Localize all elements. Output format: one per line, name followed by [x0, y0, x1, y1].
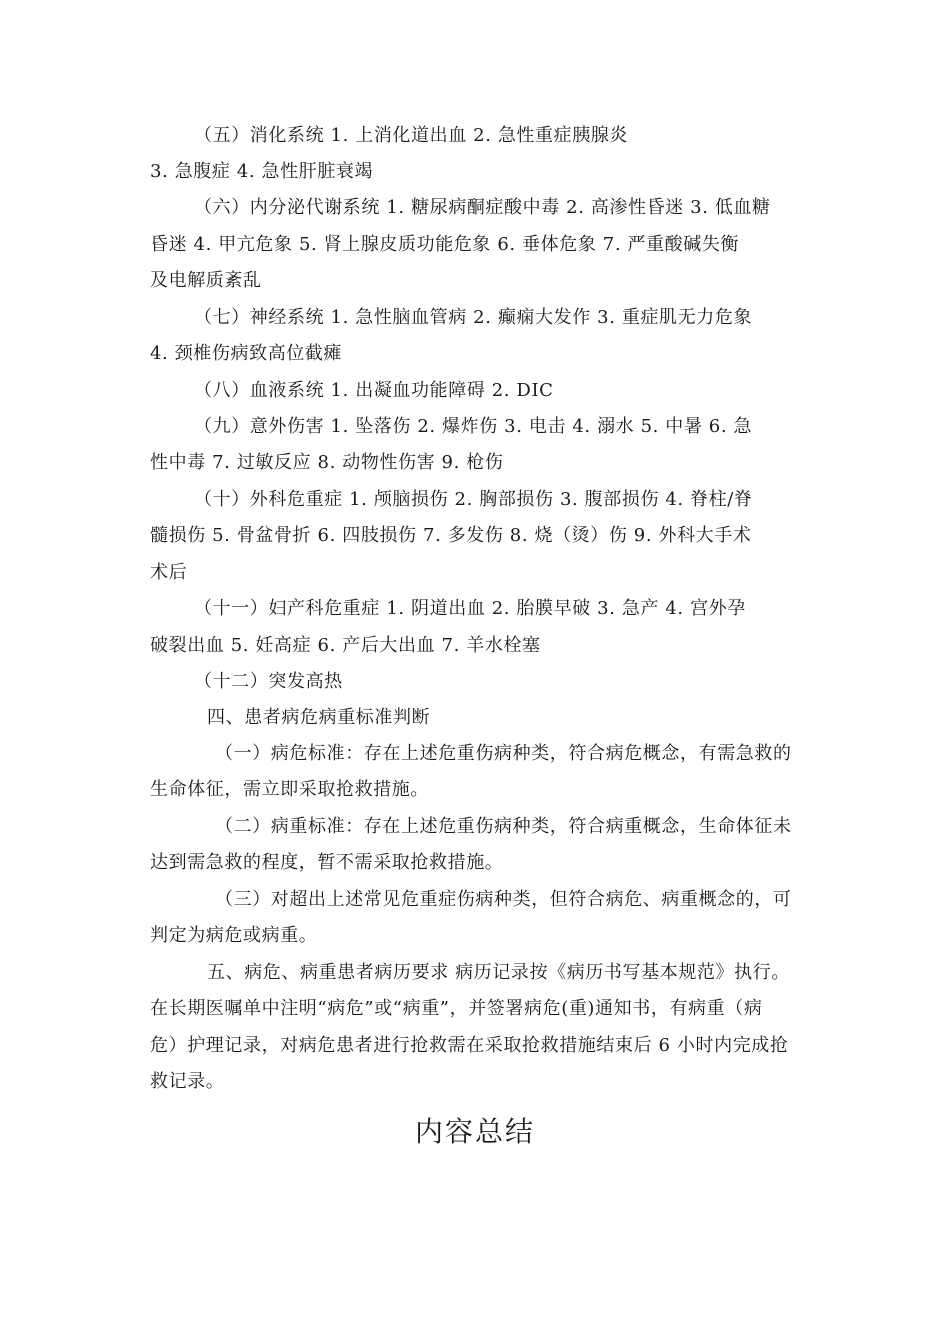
text-line: （二）病重标准：存在上述危重伤病种类，符合病重概念，生命体征未: [215, 816, 792, 837]
text-line: 危）护理记录，对病危患者进行抢救需在采取抢救措施结束后 6 小时内完成抢: [150, 1035, 789, 1056]
text-line: （九）意外伤害 1. 坠落伤 2. 爆炸伤 3. 电击 4. 溺水 5. 中暑 6. 急: [194, 416, 753, 437]
text-line: （三）对超出上述常见危重症伤病种类，但符合病危、病重概念的，可: [215, 889, 792, 910]
section-heading: 五、病危、病重患者病历要求 病历记录按《病历书写基本规范》执行。: [207, 962, 790, 983]
section-heading: 四、患者病危病重标准判断: [207, 707, 431, 728]
text-line: 破裂出血 5. 妊高症 6. 产后大出血 7. 羊水栓塞: [150, 635, 541, 656]
text-line: 昏迷 4. 甲亢危象 5. 肾上腺皮质功能危象 6. 垂体危象 7. 严重酸碱失衡: [150, 234, 740, 255]
text-line: （十）外科危重症 1. 颅脑损伤 2. 胸部损伤 3. 腹部损伤 4. 脊柱/脊: [194, 489, 753, 510]
text-line: 在长期医嘱单中注明“病危”或“病重”，并签署病危(重)通知书，有病重（病: [150, 998, 763, 1019]
text-line: 判定为病危或病重。: [150, 925, 318, 946]
text-line: 3. 急腹症 4. 急性肝脏衰竭: [150, 161, 374, 182]
text-line: （七）神经系统 1. 急性脑血管病 2. 癫痫大发作 3. 重症肌无力危象: [194, 307, 753, 328]
text-line: 及电解质紊乱: [150, 270, 262, 291]
text-line: 术后: [150, 562, 188, 583]
summary-title: 内容总结: [414, 1115, 535, 1148]
text-line: （十一）妇产科危重症 1. 阴道出血 2. 胎膜早破 3. 急产 4. 宫外孕: [194, 598, 746, 619]
text-line: （一）病危标准：存在上述危重伤病种类，符合病危概念，有需急救的: [215, 743, 792, 764]
text-line: （五）消化系统 1. 上消化道出血 2. 急性重症胰腺炎: [194, 125, 629, 146]
text-line: 4. 颈椎伤病致高位截瘫: [150, 343, 343, 364]
text-line: （六）内分泌代谢系统 1. 糖尿病酮症酸中毒 2. 高渗性昏迷 3. 低血糖: [194, 197, 771, 218]
text-line: 髓损伤 5. 骨盆骨折 6. 四肢损伤 7. 多发伤 8. 烧（烫）伤 9. 外科大手术: [150, 525, 752, 546]
text-line: 性中毒 7. 过敏反应 8. 动物性伤害 9. 枪伤: [150, 452, 504, 473]
text-line: 达到需急救的程度，暂不需采取抢救措施。: [150, 852, 504, 873]
text-line: （八）血液系统 1. 出凝血功能障碍 2. DIC: [194, 380, 554, 401]
text-line: 生命体征，需立即采取抢救措施。: [150, 779, 429, 800]
text-line: 救记录。: [150, 1071, 225, 1092]
text-line: （十二）突发高热: [194, 671, 343, 692]
